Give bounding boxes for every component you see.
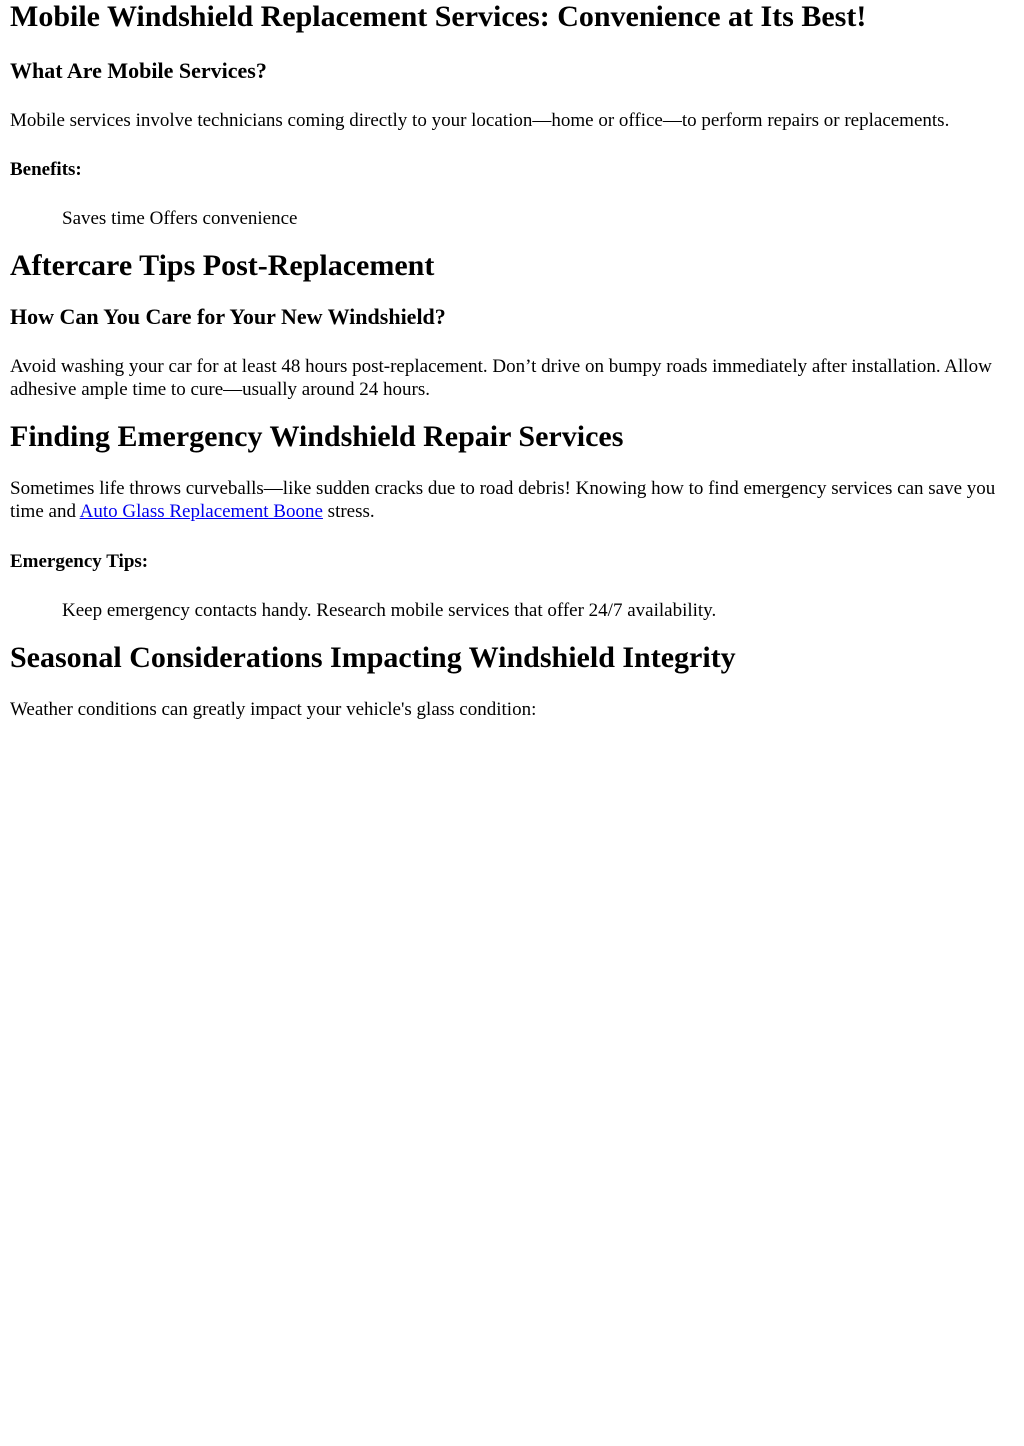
page-title: Mobile Windshield Replacement Services: Convenience at Its Best!: [10, 0, 867, 33]
benefits-list: Saves time Offers convenience: [62, 208, 298, 229]
mobile-services-heading: What Are Mobile Services?: [10, 58, 267, 83]
benefits-label: Benefits:: [10, 159, 82, 180]
seasonal-paragraph: Weather conditions can greatly impact your vehicle's glass condition:: [10, 699, 537, 720]
aftercare-heading: Aftercare Tips Post-Replacement: [10, 249, 435, 282]
document-page: [0, 0, 1024, 721]
auto-glass-replacement-boone-link[interactable]: Auto Glass Replacement Boone: [79, 501, 323, 522]
mobile-services-paragraph: Mobile services involve technicians coming directly to your location—home or office—to perform repairs or replacements.: [10, 110, 950, 131]
emergency-paragraph-text-end: stress.: [322, 501, 375, 522]
emergency-paragraph-text-start: Sometimes life throws curveballs—like sudden cracks due to road debris! Knowing how to find emergency services can save you time and: [10, 478, 996, 522]
seasonal-considerations-heading: Seasonal Considerations Impacting Windshield Integrity: [10, 641, 736, 674]
emergency-paragraph: [10, 477, 1014, 523]
emergency-tips-label: Emergency Tips:: [10, 551, 149, 572]
emergency-tips-list: Keep emergency contacts handy. Research mobile services that offer 24/7 availability.: [62, 600, 717, 621]
emergency-repair-heading: Finding Emergency Windshield Repair Services: [10, 420, 624, 453]
windshield-care-heading: How Can You Care for Your New Windshield?: [10, 304, 446, 329]
aftercare-paragraph: Avoid washing your car for at least 48 hours post-replacement. Don’t drive on bumpy roads immediately after installation. Allow adhesive ample time to cure—usually around 24 hours.: [10, 356, 992, 400]
